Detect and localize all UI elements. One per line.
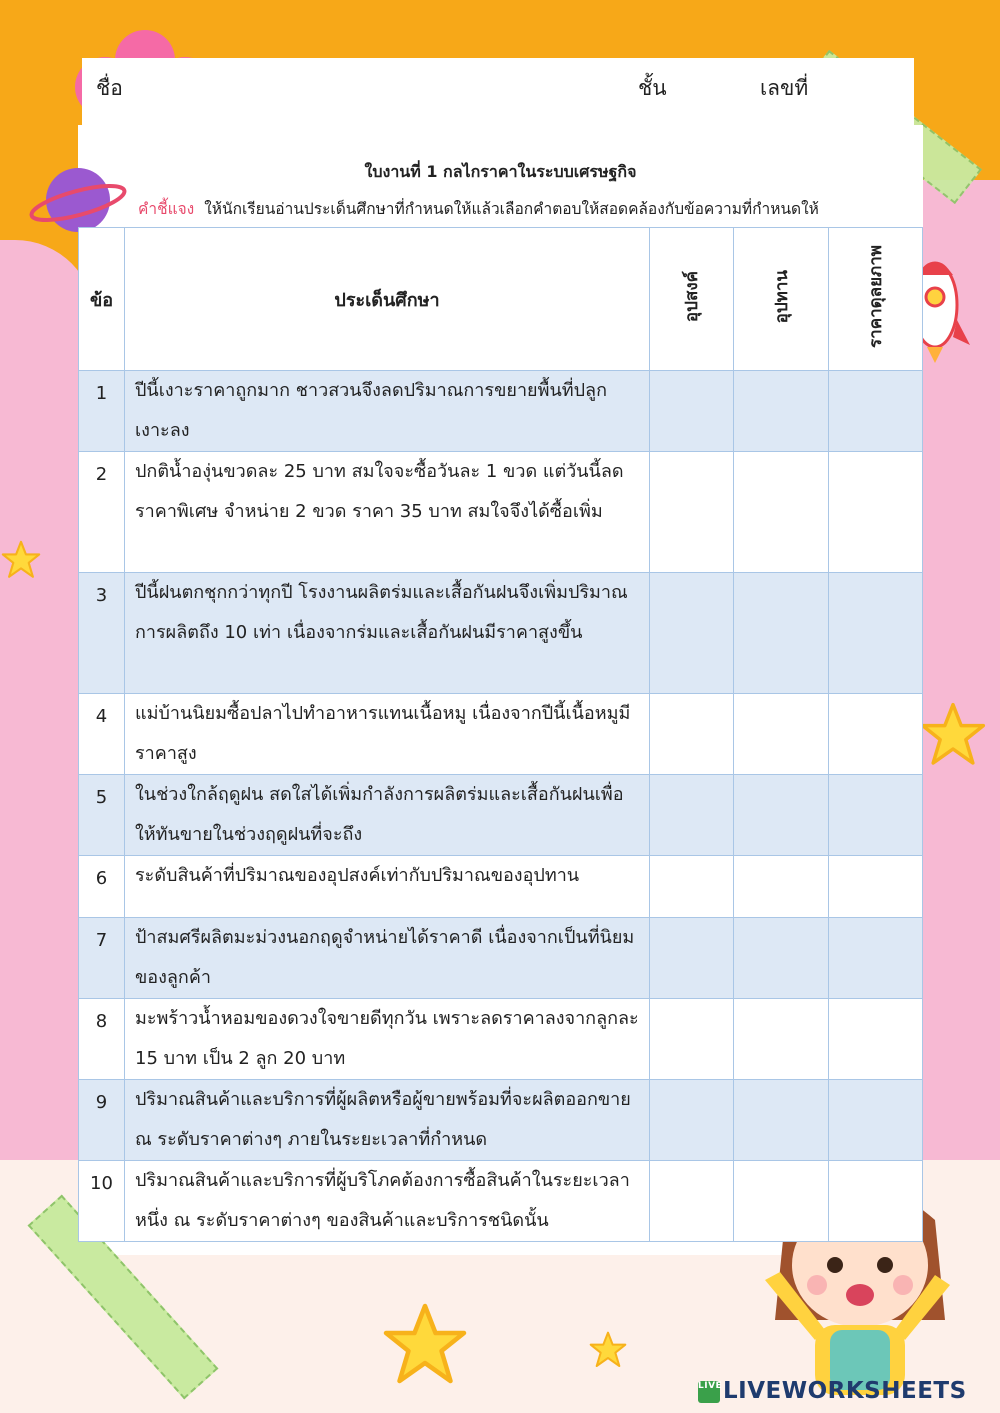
demand-answer-cell[interactable] [650, 1080, 734, 1161]
header-supply [734, 228, 829, 371]
header-equilibrium [829, 228, 923, 371]
star-left-icon [0, 530, 42, 590]
table-row [79, 999, 923, 1080]
row-text: ปีนี้ฝนตกชุกกว่าทุกปี โรงงานผลิตร่มและเสื้อกันฝนจึงเพิ่มปริมาณการผลิตถึง 10 เท่า เนื่องจากร่มและเสื้อกันฝนมีราคาสูงขึ้น [125, 573, 650, 694]
supply-answer-cell[interactable] [734, 1080, 829, 1161]
equilibrium-answer-cell[interactable] [829, 573, 923, 694]
row-number: 10 [79, 1161, 125, 1242]
table-row [79, 371, 923, 452]
supply-answer-cell[interactable] [734, 573, 829, 694]
table-row [79, 573, 923, 694]
row-number: 8 [79, 999, 125, 1080]
header-demand [650, 228, 734, 371]
row-number: 4 [79, 694, 125, 775]
instruction-text: ให้นักเรียนอ่านประเด็นศึกษาที่กำหนดให้แล้วเลือกคำตอบให้สอดคล้องกับข้อความที่กำหนดให้ [204, 200, 819, 218]
table-row [79, 694, 923, 775]
row-number: 7 [79, 918, 125, 999]
table-header-row [79, 228, 923, 371]
row-number: 2 [79, 452, 125, 573]
worksheet-title: ใบงานที่ 1 กลไกราคาในระบบเศรษฐกิจ [364, 162, 637, 181]
table-row [79, 1161, 923, 1242]
demand-answer-cell[interactable] [650, 918, 734, 999]
star-right-icon [918, 700, 988, 770]
row-text: ในช่วงใกล้ฤดูฝน สดใสได้เพิ่มกำลังการผลิตร่มและเสื้อกันฝนเพื่อให้ทันขายในช่วงฤดูฝนที่จะถึง [125, 775, 650, 856]
table-row [79, 1080, 923, 1161]
equilibrium-answer-cell[interactable] [829, 999, 923, 1080]
name-label: ชื่อ [96, 76, 123, 100]
class-label: ชั้น [638, 76, 667, 100]
equilibrium-answer-cell[interactable] [829, 775, 923, 856]
table-row [79, 856, 923, 918]
equilibrium-answer-cell[interactable] [829, 1161, 923, 1242]
header-no: ข้อ [79, 228, 125, 371]
equilibrium-answer-cell[interactable] [829, 371, 923, 452]
supply-answer-cell[interactable] [734, 1161, 829, 1242]
demand-answer-cell[interactable] [650, 856, 734, 918]
row-text: ปีนี้เงาะราคาถูกมาก ชาวสวนจึงลดปริมาณการขยายพื้นที่ปลูกเงาะลง [125, 371, 650, 452]
star-bottom-icon [380, 1300, 470, 1390]
star-small-icon [588, 1330, 628, 1370]
row-text: ป้าสมศรีผลิตมะม่วงนอกฤดูจำหน่ายได้ราคาดี เนื่องจากเป็นที่นิยมของลูกค้า [125, 918, 650, 999]
liveworksheets-logo [698, 1378, 967, 1404]
row-number: 1 [79, 371, 125, 452]
supply-answer-cell[interactable] [734, 452, 829, 573]
row-number: 6 [79, 856, 125, 918]
table-row [79, 918, 923, 999]
supply-answer-cell[interactable] [734, 775, 829, 856]
answer-table [78, 227, 923, 1242]
row-text: มะพร้าวน้ำหอมของดวงใจขายดีทุกวัน เพราะลดราคาลงจากลูกละ 15 บาท เป็น 2 ลูก 20 บาท [125, 999, 650, 1080]
table-row [79, 452, 923, 573]
demand-answer-cell[interactable] [650, 371, 734, 452]
demand-answer-cell[interactable] [650, 452, 734, 573]
row-text: แม่บ้านนิยมซื้อปลาไปทำอาหารแทนเนื้อหมู เนื่องจากปีนี้เนื้อหมูมีราคาสูง [125, 694, 650, 775]
logo-text: LIVEWORKSHEETS [723, 1378, 967, 1404]
student-info-box [82, 58, 914, 126]
number-label: เลขที่ [760, 76, 809, 100]
supply-answer-cell[interactable] [734, 999, 829, 1080]
logo-badge: LIVE [698, 1381, 720, 1403]
row-text: ปกติน้ำองุ่นขวดละ 25 บาท สมใจจะซื้อวันละ 1 ขวด แต่วันนี้ลดราคาพิเศษ จำหน่าย 2 ขวด ราคา 35 บาท สมใจจึงได้ซื้อเพิ่ม [125, 452, 650, 573]
row-text: ปริมาณสินค้าและบริการที่ผู้ผลิตหรือผู้ขายพร้อมที่จะผลิตออกขาย ณ ระดับราคาต่างๆ ภายในระยะเวลาที่กำหนด [125, 1080, 650, 1161]
instruction-keyword: คำชี้แจง [138, 200, 195, 218]
row-number: 5 [79, 775, 125, 856]
demand-answer-cell[interactable] [650, 694, 734, 775]
instruction [138, 196, 819, 221]
demand-answer-cell[interactable] [650, 775, 734, 856]
table-row [79, 775, 923, 856]
supply-answer-cell[interactable] [734, 371, 829, 452]
demand-answer-cell[interactable] [650, 1161, 734, 1242]
header-equilibrium-label: ราคาดุลยภาพ [866, 245, 886, 348]
supply-answer-cell[interactable] [734, 694, 829, 775]
demand-answer-cell[interactable] [650, 573, 734, 694]
supply-answer-cell[interactable] [734, 918, 829, 999]
equilibrium-answer-cell[interactable] [829, 856, 923, 918]
equilibrium-answer-cell[interactable] [829, 694, 923, 775]
row-number: 9 [79, 1080, 125, 1161]
row-text: ปริมาณสินค้าและบริการที่ผู้บริโภคต้องการซื้อสินค้าในระยะเวลาหนึ่ง ณ ระดับราคาต่างๆ ของสินค้าและบริการชนิดนั้น [125, 1161, 650, 1242]
header-topic: ประเด็นศึกษา [125, 228, 650, 371]
equilibrium-answer-cell[interactable] [829, 918, 923, 999]
equilibrium-answer-cell[interactable] [829, 452, 923, 573]
header-demand-label: อุปสงค์ [682, 270, 702, 323]
header-supply-label: อุปทาน [771, 269, 792, 324]
row-text: ระดับสินค้าที่ปริมาณของอุปสงค์เท่ากับปริมาณของอุปทาน [125, 856, 650, 918]
demand-answer-cell[interactable] [650, 999, 734, 1080]
row-number: 3 [79, 573, 125, 694]
supply-answer-cell[interactable] [734, 856, 829, 918]
equilibrium-answer-cell[interactable] [829, 1080, 923, 1161]
